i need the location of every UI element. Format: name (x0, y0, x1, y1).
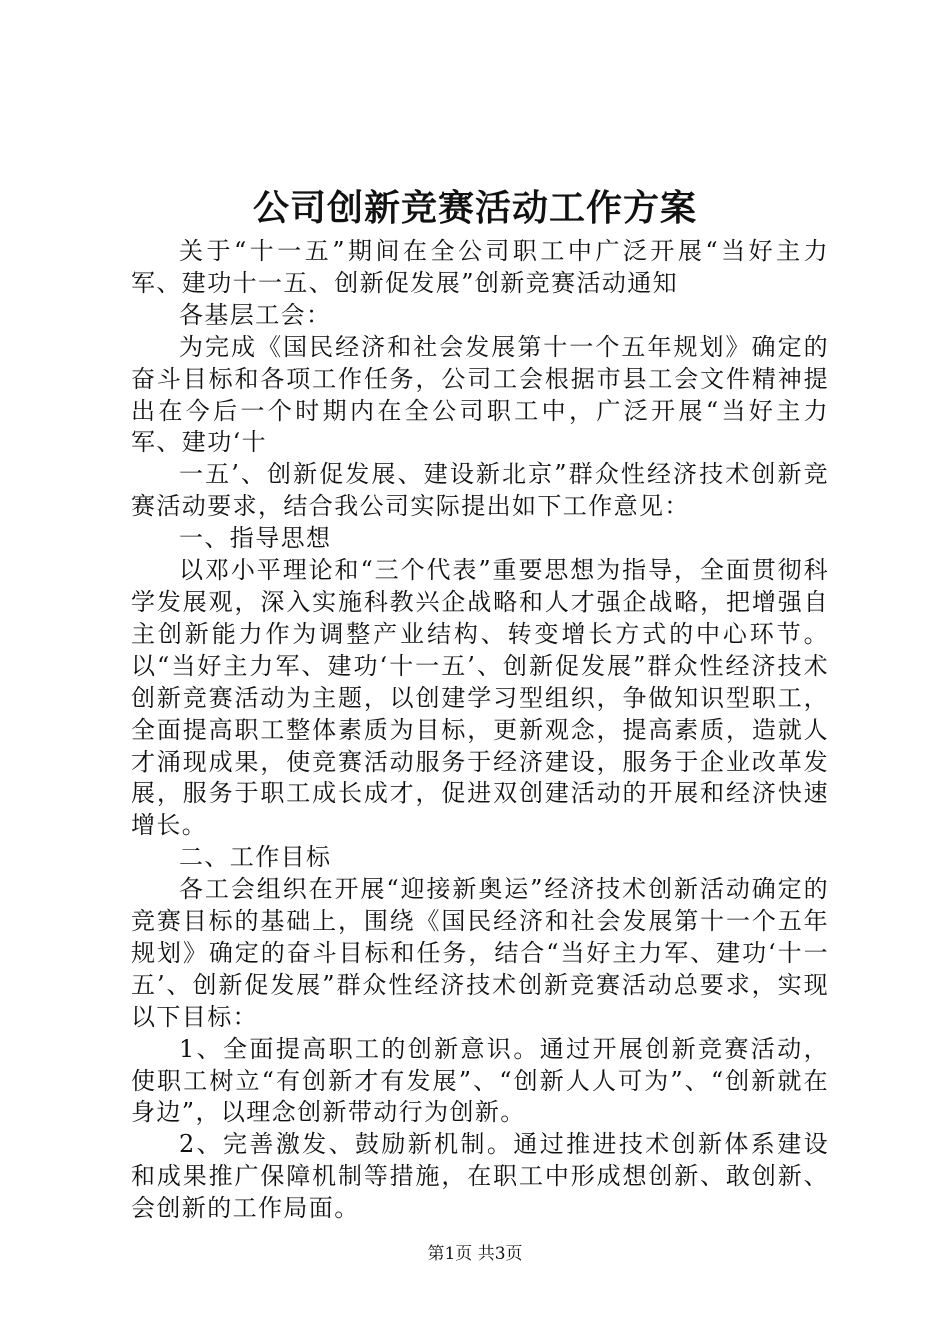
paragraph-salutation: 各基层工会： (179, 300, 332, 329)
page-number-footer: 第1页 共3页 (427, 1244, 523, 1264)
paragraph-guiding-ideology: 以邓小平理论和“三个代表”重要思想为指导，全面贯彻科学发展观，深入实施科教兴企战略和人才强企战略，把增强自主创新能力作为调整产业结构、转变增长方式的中心环节。以“当好主力军、建功‘十一五’、创新促发展”群众性经济技术创新竞赛活动为主题，以创建学习型组织，争做知识型职工，全面提高职工整体素质为目标，更新观念，提高素质，造就人才涌现成果，使竞赛活动服务于经济建设，服务于企业改革发展，服务于职工成长成才，促进双创建活动的开展和经济快速增长。 (131, 556, 829, 840)
paragraph-notice-heading: 关于“十一五”期间在全公司职工中广泛开展“当好主力军、建功十一五、创新促发展”创新竞赛活动通知 (131, 237, 829, 297)
section-heading-guiding-ideology: 一、指导思想 (179, 524, 332, 553)
paragraph-intro-continued: 一五’、创新促发展、建设新北京”群众性经济技术创新竞赛活动要求，结合我公司实际提出如下工作意见： (131, 460, 829, 521)
paragraph-intro: 为完成《国民经济和社会发展第十一个五年规划》确定的奋斗目标和各项工作任务，公司工会根据市县工会文件精神提出在今后一个时期内在全公司职工中，广泛开展“当好主力军、建功‘十 (131, 332, 829, 457)
list-item-goal-1: 1、全面提高职工的创新意识。通过开展创新竞赛活动，使职工树立“有创新才有发展”、“创新人人可为”、“创新就在身边”，以理念创新带动行为创新。 (131, 1034, 829, 1127)
list-item-goal-2: 2、完善激发、鼓励新机制。通过推进技术创新体系建设和成果推广保障机制等措施，在职工中形成想创新、敢创新、会创新的工作局面。 (131, 1130, 829, 1223)
section-heading-work-goals: 二、工作目标 (179, 843, 332, 872)
document-body (131, 236, 829, 1225)
paragraph-work-goals: 各工会组织在开展“迎接新奥运”经济技术创新活动确定的竞赛目标的基础上，围绕《国民经济和社会发展第十一个五年规划》确定的奋斗目标和任务，结合“当好主力军、建功‘十一五’、创新促发展”群众性经济技术创新竞赛活动总要求，实现以下目标： (131, 875, 829, 1031)
document-title: 公司创新竞赛活动工作方案 (252, 187, 697, 229)
